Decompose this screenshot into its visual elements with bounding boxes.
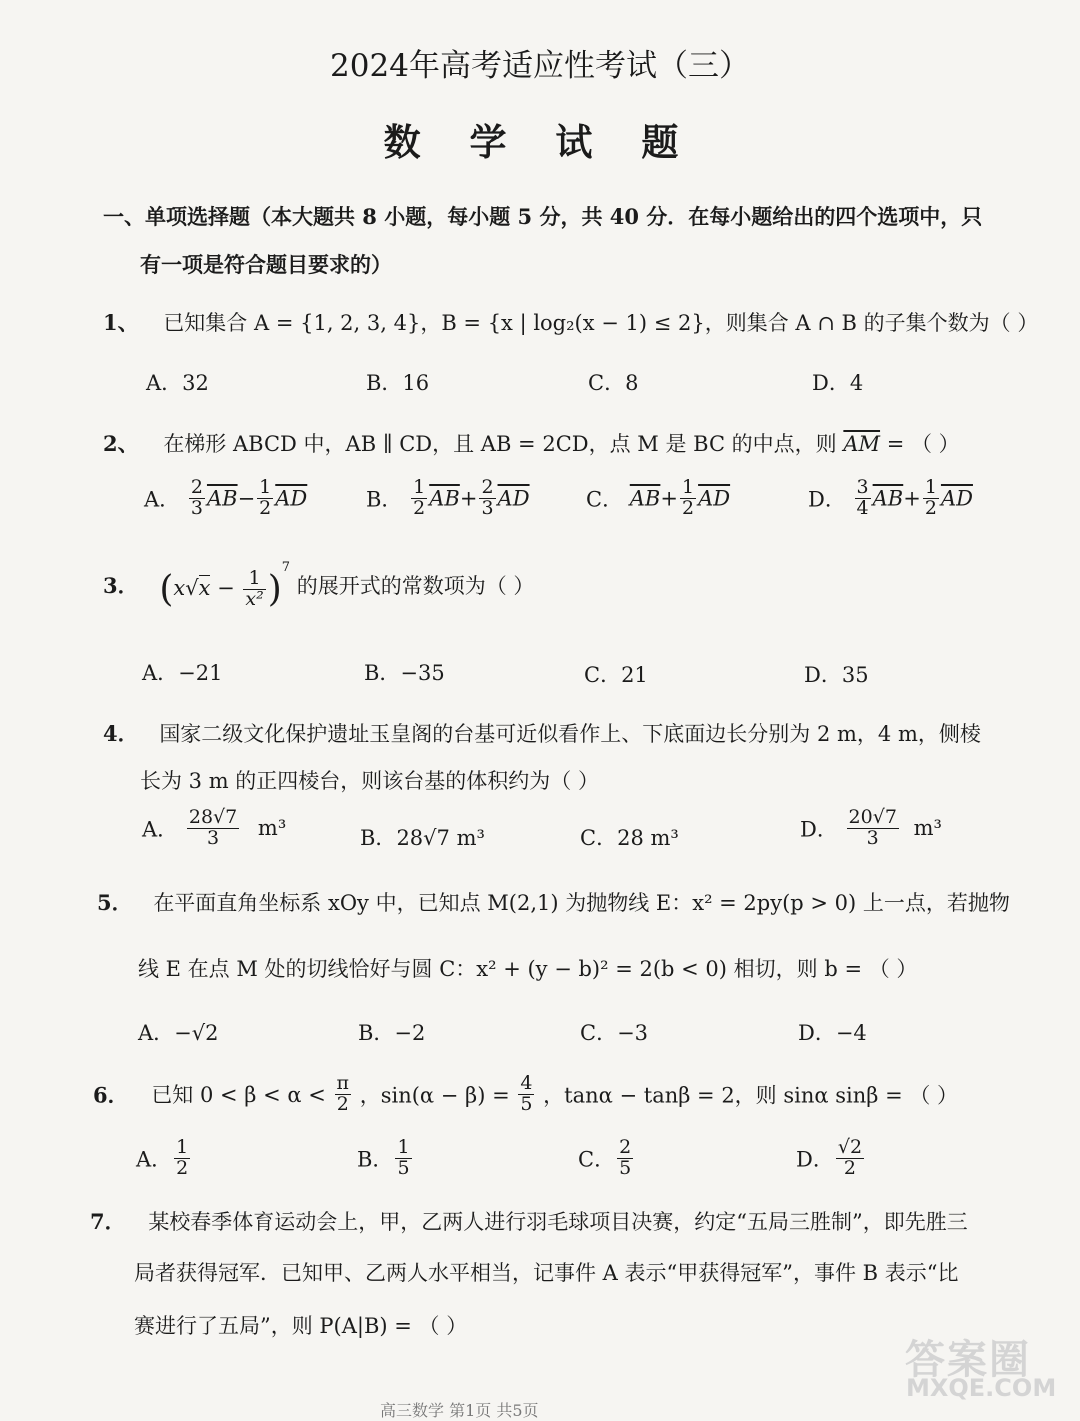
question-stem: 在梯形 ABCD 中，AB ∥ CD，且 AB = 2CD，点 M 是 BC 的中点，则	[163, 432, 837, 456]
question-stem: 国家二级文化保护遗址玉皇阁的台基可近似看作上、下底面边长分别为 2 m，4 m，侧棱	[159, 722, 981, 746]
q1-option-c: C．8	[588, 371, 639, 395]
q1-option-d: D．4	[812, 371, 864, 395]
q6-option-c: C． $\frac{2}{5}$	[578, 1136, 632, 1179]
question-stem: 已知集合 A = {1, 2, 3, 4}，B = {x | log₂(x − 1) ≤ 2}，则集合 A ∩ B 的子集个数为（ ）	[163, 311, 1039, 335]
fraction: $\frac{1}{2}$	[259, 476, 272, 519]
fraction: $\frac{2}{3}$	[190, 476, 203, 519]
question-5-line1	[97, 887, 1010, 917]
q3-option-a: A．−21	[142, 661, 223, 685]
q1-option-b: B．16	[366, 371, 430, 395]
q3-option-b: B．−35	[364, 661, 445, 685]
section-heading-line2: 有一项是符合题目要求的）	[140, 252, 392, 277]
q4-option-a: A． $\frac{28√7}{3}$ m³	[142, 806, 287, 849]
question-stem: 的展开式的常数项为（ ）	[296, 574, 535, 598]
exam-title: 2024年高考适应性考试（三）	[330, 48, 750, 84]
q4-option-b: B．28√7 m³	[360, 826, 485, 850]
q1-option-a: A．32	[146, 371, 209, 395]
question-stem: 某校春季体育运动会上，甲，乙两人进行羽毛球项目决赛，约定“五局三胜制”，即先胜三	[148, 1210, 968, 1234]
q2-option-b: B． $\frac{1}{2}$ $\overline{AB}+$ $\frac{2}{3}$ $\overline{AD}$	[366, 476, 530, 519]
question-number: 7．	[90, 1209, 126, 1234]
question-stem-end: = （ ）	[886, 432, 960, 456]
question-stem: 在平面直角坐标系 xOy 中，已知点 M(2,1) 为抛物线 E：x² = 2py(p > 0) 上一点，若抛物	[153, 891, 1010, 915]
vector-am: $\overline{AM}$	[843, 432, 881, 456]
fraction: $\frac{2}{3}$	[481, 476, 494, 519]
question-number: 3．	[103, 573, 139, 598]
q5-option-b: B．−2	[358, 1021, 426, 1045]
question-4-line2: 长为 3 m 的正四棱台，则该台基的体积约为（ ）	[140, 769, 599, 793]
fraction: $\frac{1}{2}$	[681, 476, 695, 519]
question-7-line1	[90, 1206, 968, 1236]
q5-option-c: C．−3	[580, 1021, 649, 1045]
question-2	[103, 428, 960, 458]
subject-title: 数 学 试 题	[383, 120, 697, 164]
fraction: $\frac{1}{2}$	[413, 476, 426, 519]
question-number: 6．	[93, 1082, 129, 1108]
q5-option-a: A．−√2	[138, 1021, 219, 1045]
watermark-url: MXQE.COM	[906, 1374, 1057, 1402]
watermark-logo: 答案圈	[905, 1337, 1031, 1383]
q2-option-d: D． $\frac{3}{4}$ $\overline{AB}+$ $\frac{1}{2}$ $\overline{AD}$	[808, 476, 973, 519]
q3-option-c: C．21	[584, 663, 648, 687]
q4-option-c: C．28 m³	[580, 826, 679, 850]
page-footer: 高三数学 第1页 共5页	[380, 1401, 539, 1420]
question-1	[103, 307, 1038, 337]
q6-option-d: D． $\frac{√2}{2}$	[796, 1136, 863, 1179]
q3-option-d: D．35	[804, 663, 869, 687]
question-number: 1、	[103, 310, 139, 335]
question-7-line3: 赛进行了五局”，则 P(A|B) = （ ）	[134, 1314, 468, 1338]
q6-option-b: B． $\frac{1}{5}$	[357, 1136, 410, 1179]
fraction: $\frac{1}{2}$	[924, 476, 937, 519]
q5-option-d: D．−4	[798, 1021, 867, 1045]
question-5-line2: 线 E 在点 M 处的切线恰好与圆 C：x² + (y − b)² = 2(b < 0) 相切，则 b = （ ）	[138, 957, 918, 981]
q4-option-d: D． $\frac{20√7}{3}$ m³	[800, 806, 942, 849]
question-3	[103, 560, 534, 610]
section-heading-line1: 一、单项选择题（本大题共 8 小题，每小题 5 分，共 40 分．在每小题给出的四个选项中，只	[103, 204, 983, 229]
q2-option-c: C． $\overline{AB}+$ $\frac{1}{2}$ $\overline{AD}$	[586, 476, 731, 519]
question-number: 5．	[97, 890, 133, 915]
question-4-line1	[103, 718, 981, 748]
fraction: $\frac{3}{4}$	[856, 476, 869, 519]
question-number: 2、	[103, 431, 139, 456]
question-6: 6． 已知 0 < β < α < $\frac{\pi}{2}$ ，sin(α − β) = $\frac{4}{5}$ ，tanα − tanβ = 2，则 sinα sinβ = （ ）	[93, 1072, 959, 1115]
question-number: 4．	[103, 721, 139, 746]
q6-option-a: A． $\frac{1}{2}$	[136, 1136, 189, 1179]
binomial-expression: (x√x − $\frac{1}{\text{x²}}$ )$^7$	[159, 560, 291, 610]
q2-option-a: A． $\frac{2}{3}$ $\overline{AB}-$ $\frac{1}{2}$ $\overline{AD}$	[144, 476, 308, 519]
question-7-line2: 局者获得冠军．已知甲、乙两人水平相当，记事件 A 表示“甲获得冠军”，事件 B 表示“比	[134, 1261, 959, 1285]
